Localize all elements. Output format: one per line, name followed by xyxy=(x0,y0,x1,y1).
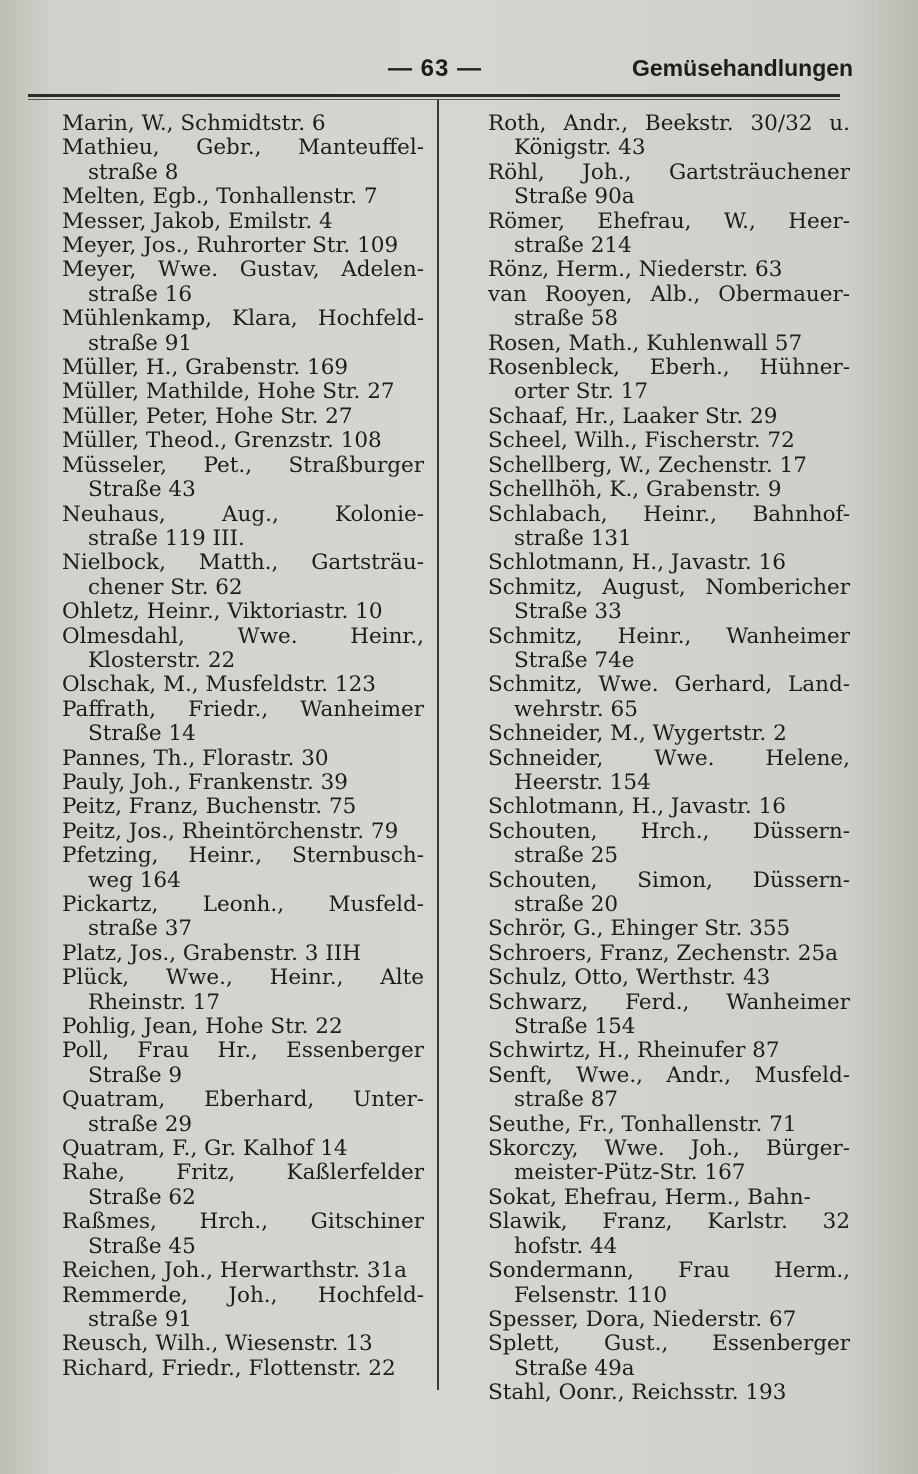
directory-entry xyxy=(62,234,424,258)
directory-entry xyxy=(62,1284,424,1333)
entry-line: Schellhöh, K., Grabenstr. 9 xyxy=(488,477,782,503)
entry-continuation: wehrstr. 65 xyxy=(514,696,638,722)
directory-entry xyxy=(488,551,850,575)
directory-entry xyxy=(488,820,850,869)
directory-entry xyxy=(488,1381,850,1405)
directory-entry xyxy=(62,185,424,209)
entry-line: Schulz, Otto, Werthstr. 43 xyxy=(488,965,771,991)
entry-line: Schlabach, Heinr., Bahnhof- xyxy=(488,501,850,527)
entry-line: Peitz, Franz, Buchenstr. 75 xyxy=(62,794,357,820)
directory-entry xyxy=(488,722,850,746)
entry-line: Schlotmann, H., Javastr. 16 xyxy=(488,550,786,576)
entry-line: Skorczy, Wwe. Joh., Bürger- xyxy=(488,1136,850,1162)
entry-continuation: Straße 9 xyxy=(88,1062,183,1088)
directory-entry xyxy=(62,112,424,136)
entry-continuation: straße 214 xyxy=(514,233,632,259)
directory-entry xyxy=(62,551,424,600)
entry-continuation: straße 16 xyxy=(88,281,193,307)
directory-entry xyxy=(488,503,850,552)
entry-line: Mühlenkamp, Klara, Hochfeld- xyxy=(62,306,424,332)
directory-entry xyxy=(62,503,424,552)
entry-line: Stahl, Oonr., Reichsstr. 193 xyxy=(488,1380,787,1406)
directory-entry xyxy=(62,1357,424,1381)
entry-line: Sokat, Ehefrau, Herm., Bahn- xyxy=(488,1184,811,1210)
entry-line: Mathieu, Gebr., Manteuffel- xyxy=(62,135,424,161)
directory-entry xyxy=(62,429,424,453)
directory-entry xyxy=(62,966,424,1015)
entry-line: Remmerde, Joh., Hochfeld- xyxy=(62,1282,424,1308)
entry-line: Platz, Jos., Grabenstr. 3 IIH xyxy=(62,940,362,966)
entry-line: Seuthe, Fr., Tonhallenstr. 71 xyxy=(488,1111,797,1137)
entry-continuation: Straße 90a xyxy=(514,184,635,210)
entry-continuation: Heerstr. 154 xyxy=(514,769,651,795)
directory-entry xyxy=(62,136,424,185)
directory-entry xyxy=(62,893,424,942)
left-column xyxy=(62,112,424,1381)
right-column xyxy=(488,112,850,1406)
directory-entry xyxy=(488,1186,850,1210)
directory-entry xyxy=(62,1088,424,1137)
directory-entry xyxy=(62,454,424,503)
entry-line: Senft, Wwe., Andr., Musfeld- xyxy=(488,1062,850,1088)
entry-line: Rosen, Math., Kuhlenwall 57 xyxy=(488,330,803,356)
directory-entry xyxy=(62,820,424,844)
entry-continuation: Rheinstr. 17 xyxy=(88,989,221,1015)
entry-continuation: weg 164 xyxy=(88,867,181,893)
directory-entry xyxy=(62,844,424,893)
directory-entry xyxy=(488,429,850,453)
entry-line: Splett, Gust., Essenberger xyxy=(488,1331,850,1357)
directory-entry xyxy=(62,258,424,307)
entry-continuation: chener Str. 62 xyxy=(88,574,243,600)
entry-continuation: Straße 14 xyxy=(88,721,196,747)
entry-line: Schlotmann, H., Javastr. 16 xyxy=(488,794,786,820)
entry-line: Ohletz, Heinr., Viktoriastr. 10 xyxy=(62,599,383,625)
entry-line: Schmitz, Heinr., Wanheimer xyxy=(488,623,850,649)
directory-entry xyxy=(62,1015,424,1039)
header-rule-thin xyxy=(28,99,840,100)
directory-entry xyxy=(62,747,424,771)
directory-entry xyxy=(62,1259,424,1283)
entry-line: Schellberg, W., Zechenstr. 17 xyxy=(488,452,807,478)
entry-continuation: straße 91 xyxy=(88,1306,193,1332)
directory-entry xyxy=(488,917,850,941)
directory-entry xyxy=(488,942,850,966)
entry-line: Plück, Wwe., Heinr., Alte xyxy=(62,965,424,991)
entry-line: Schwarz, Ferd., Wanheimer xyxy=(488,989,850,1015)
entry-line: Rosenbleck, Eberh., Hühner- xyxy=(488,355,850,381)
directory-entry xyxy=(488,1039,850,1063)
entry-line: Müller, Peter, Hohe Str. 27 xyxy=(62,403,353,429)
entry-line: Müsseler, Pet., Straßburger xyxy=(62,452,424,478)
entry-line: Marin, W., Schmidtstr. 6 xyxy=(62,111,326,136)
directory-entry xyxy=(488,747,850,796)
directory-entry xyxy=(488,356,850,405)
directory-entry xyxy=(488,1259,850,1308)
entry-line: Pfetzing, Heinr., Sternbusch- xyxy=(62,843,424,869)
directory-entry xyxy=(488,405,850,429)
entry-line: Schneider, M., Wygertstr. 2 xyxy=(488,721,787,747)
directory-entry xyxy=(62,1137,424,1161)
entry-continuation: Straße 62 xyxy=(88,1184,196,1210)
entry-continuation: Felsenstr. 110 xyxy=(514,1282,668,1308)
entry-line: Neuhaus, Aug., Kolonie- xyxy=(62,501,424,527)
entry-line: Römer, Ehefrau, W., Heer- xyxy=(488,208,850,234)
entry-line: Schmitz, Wwe. Gerhard, Land- xyxy=(488,672,850,698)
entry-continuation: Straße 45 xyxy=(88,1233,196,1259)
entry-line: Slawik, Franz, Karlstr. 32 xyxy=(488,1209,850,1235)
directory-entry xyxy=(62,1210,424,1259)
directory-entry xyxy=(488,869,850,918)
entry-continuation: Straße 33 xyxy=(514,599,622,625)
entry-line: Olschak, M., Musfeldstr. 123 xyxy=(62,672,376,698)
entry-line: Sondermann, Frau Herm., xyxy=(488,1258,850,1284)
directory-entry xyxy=(62,1161,424,1210)
entry-line: Pickartz, Leonh., Musfeld- xyxy=(62,892,424,917)
directory-entry xyxy=(62,1332,424,1356)
directory-entry xyxy=(488,991,850,1040)
entry-line: Schaaf, Hr., Laaker Str. 29 xyxy=(488,403,778,429)
entry-line: van Rooyen, Alb., Obermauer- xyxy=(488,281,850,307)
entry-continuation: Straße 74e xyxy=(514,647,635,673)
column-divider xyxy=(437,100,439,1390)
entry-line: Poll, Frau Hr., Essenberger xyxy=(62,1038,424,1064)
entry-line: Melten, Egb., Tonhallenstr. 7 xyxy=(62,184,378,210)
page-number: — 63 — xyxy=(388,55,483,82)
entry-line: Müller, Mathilde, Hohe Str. 27 xyxy=(62,379,395,405)
entry-continuation: straße 87 xyxy=(514,1087,619,1113)
entry-line: Messer, Jakob, Emilstr. 4 xyxy=(62,208,333,234)
entry-continuation: straße 20 xyxy=(514,892,619,917)
directory-entry xyxy=(62,625,424,674)
entry-line: Quatram, Eberhard, Unter- xyxy=(62,1087,424,1113)
entry-line: Richard, Friedr., Flottenstr. 22 xyxy=(62,1355,396,1381)
entry-continuation: hofstr. 44 xyxy=(514,1233,618,1259)
entry-continuation: straße 58 xyxy=(514,306,619,332)
entry-continuation: straße 37 xyxy=(88,916,193,942)
entry-continuation: straße 25 xyxy=(514,843,619,869)
entry-line: Rönz, Herm., Niederstr. 63 xyxy=(488,257,783,283)
directory-entry xyxy=(62,1039,424,1088)
directory-entry xyxy=(62,307,424,356)
directory-entry xyxy=(488,1332,850,1381)
directory-entry xyxy=(488,1113,850,1137)
directory-entry xyxy=(488,210,850,259)
entry-line: Pannes, Th., Florastr. 30 xyxy=(62,745,329,771)
directory-entry xyxy=(62,380,424,404)
entry-line: Schroers, Franz, Zechenstr. 25a xyxy=(488,940,838,966)
directory-entry xyxy=(488,1210,850,1259)
entry-line: Paffrath, Friedr., Wanheimer xyxy=(62,696,424,722)
entry-line: Schwirtz, H., Rheinufer 87 xyxy=(488,1038,780,1064)
directory-entry xyxy=(62,698,424,747)
entry-line: Schouten, Simon, Düssern- xyxy=(488,867,850,893)
directory-entry xyxy=(488,454,850,478)
entry-line: Pohlig, Jean, Hohe Str. 22 xyxy=(62,1014,343,1040)
entry-line: Schmitz, August, Nombericher xyxy=(488,574,850,600)
directory-entry xyxy=(488,795,850,819)
entry-line: Reichen, Joh., Herwarthstr. 31a xyxy=(62,1258,407,1284)
directory-entry xyxy=(62,673,424,697)
entry-continuation: straße 91 xyxy=(88,330,193,356)
entry-line: Reusch, Wilh., Wiesenstr. 13 xyxy=(62,1331,373,1357)
entry-continuation: Straße 154 xyxy=(514,1014,636,1040)
entry-line: Meyer, Wwe. Gustav, Adelen- xyxy=(62,257,424,283)
directory-entry xyxy=(488,283,850,332)
entry-continuation: Klosterstr. 22 xyxy=(88,647,236,673)
entry-line: Spesser, Dora, Niederstr. 67 xyxy=(488,1306,797,1332)
directory-entry xyxy=(488,258,850,282)
entry-line: Peitz, Jos., Rheintörchenstr. 79 xyxy=(62,818,399,844)
directory-entry xyxy=(488,966,850,990)
entry-line: Olmesdahl, Wwe. Heinr., xyxy=(62,623,424,649)
directory-entry xyxy=(62,356,424,380)
entry-continuation: meister-Pütz-Str. 167 xyxy=(514,1160,746,1186)
entry-line: Pauly, Joh., Frankenstr. 39 xyxy=(62,769,348,795)
directory-entry xyxy=(488,1308,850,1332)
entry-line: Schrör, G., Ehinger Str. 355 xyxy=(488,916,791,942)
entry-continuation: Straße 43 xyxy=(88,477,196,503)
directory-entry xyxy=(62,795,424,819)
directory-entry xyxy=(488,576,850,625)
directory-entry xyxy=(62,405,424,429)
entry-line: Raßmes, Hrch., Gitschiner xyxy=(62,1209,424,1235)
directory-entry xyxy=(62,771,424,795)
directory-entry xyxy=(62,210,424,234)
entry-continuation: straße 131 xyxy=(514,525,632,551)
entry-line: Müller, H., Grabenstr. 169 xyxy=(62,355,349,381)
entry-continuation: straße 119 III. xyxy=(88,525,245,551)
entry-line: Nielbock, Matth., Gartsträu- xyxy=(62,550,424,576)
entry-line: Rahe, Fritz, Kaßlerfelder xyxy=(62,1160,424,1186)
entry-continuation: Königstr. 43 xyxy=(514,135,646,161)
entry-continuation: straße 8 xyxy=(88,159,179,185)
directory-entry xyxy=(488,673,850,722)
directory-entry xyxy=(488,478,850,502)
entry-line: Schneider, Wwe. Helene, xyxy=(488,745,850,771)
entry-line: Schouten, Hrch., Düssern- xyxy=(488,818,850,844)
directory-entry xyxy=(488,332,850,356)
entry-continuation: orter Str. 17 xyxy=(514,379,649,405)
directory-entry xyxy=(488,1137,850,1186)
entry-line: Röhl, Joh., Gartsträuchener xyxy=(488,159,850,185)
entry-line: Quatram, F., Gr. Kalhof 14 xyxy=(62,1136,348,1162)
entry-continuation: Straße 49a xyxy=(514,1355,635,1381)
entry-continuation: straße 29 xyxy=(88,1111,193,1137)
directory-entry xyxy=(488,625,850,674)
running-head: Gemüsehandlungen xyxy=(632,55,854,81)
directory-entry xyxy=(488,112,850,161)
directory-entry xyxy=(488,1064,850,1113)
directory-entry xyxy=(488,161,850,210)
entry-line: Roth, Andr., Beekstr. 30/32 u. xyxy=(488,111,850,136)
entry-line: Müller, Theod., Grenzstr. 108 xyxy=(62,428,382,454)
directory-entry xyxy=(62,942,424,966)
entry-line: Meyer, Jos., Ruhrorter Str. 109 xyxy=(62,233,399,259)
directory-entry xyxy=(62,600,424,624)
header-rule xyxy=(28,94,840,97)
entry-line: Scheel, Wilh., Fischerstr. 72 xyxy=(488,428,795,454)
